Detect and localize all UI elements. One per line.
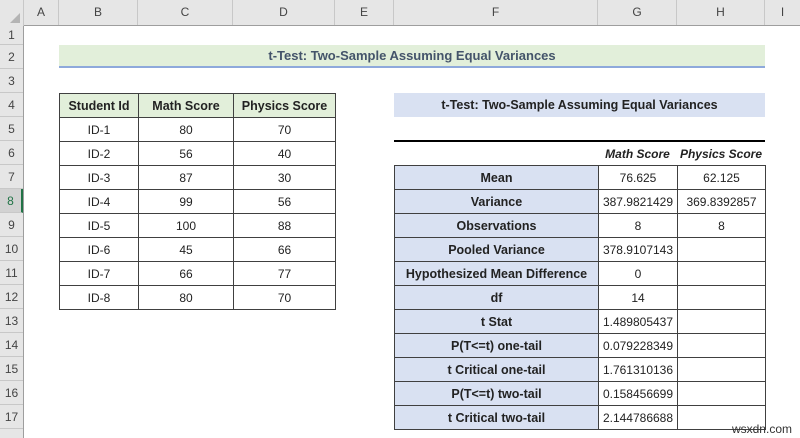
result-physics-value[interactable] [678, 286, 766, 310]
cell-math-score[interactable]: 80 [139, 118, 234, 142]
result-physics-value[interactable]: 8 [678, 214, 766, 238]
column-header-e[interactable]: E [335, 0, 394, 25]
column-header-bar [0, 0, 800, 26]
source-header-row [60, 94, 336, 118]
row-header-7[interactable]: 7 [0, 165, 23, 189]
result-label[interactable]: Variance [395, 190, 599, 214]
row-header-bar [0, 26, 24, 438]
result-label[interactable]: Observations [395, 214, 599, 238]
cell-physics-score[interactable]: 70 [234, 118, 336, 142]
row-header-3[interactable]: 3 [0, 69, 23, 93]
result-math-value[interactable]: 76.625 [599, 166, 678, 190]
result-row-t-critical-one-tail [395, 358, 766, 382]
cell-student-id[interactable]: ID-8 [60, 286, 139, 310]
result-label[interactable]: Hypothesized Mean Difference [395, 262, 599, 286]
result-math-value[interactable]: 2.144786688 [599, 406, 678, 430]
cell-student-id[interactable]: ID-6 [60, 238, 139, 262]
select-all-button[interactable] [0, 0, 24, 26]
result-physics-value[interactable] [678, 238, 766, 262]
table-row [60, 142, 336, 166]
result-math-value[interactable]: 0 [599, 262, 678, 286]
column-header-i[interactable]: I [780, 5, 785, 19]
table-row [60, 190, 336, 214]
result-label[interactable]: df [395, 286, 599, 310]
row-header-12[interactable]: 12 [0, 285, 23, 309]
result-row-mean [395, 166, 766, 190]
cell-math-score[interactable]: 56 [139, 142, 234, 166]
result-physics-value[interactable] [678, 262, 766, 286]
row-header-4[interactable]: 4 [0, 93, 23, 117]
result-header-math-score[interactable]: Math Score [605, 147, 670, 161]
row-header-15[interactable]: 15 [0, 357, 23, 381]
result-label[interactable]: Pooled Variance [395, 238, 599, 262]
cell-physics-score[interactable]: 70 [234, 286, 336, 310]
result-math-value[interactable]: 8 [599, 214, 678, 238]
row-header-6[interactable]: 6 [0, 141, 23, 165]
column-header-f[interactable]: F [394, 0, 598, 25]
result-physics-value[interactable]: 62.125 [678, 166, 766, 190]
cell-student-id[interactable]: ID-1 [60, 118, 139, 142]
cell-physics-score[interactable]: 66 [234, 238, 336, 262]
cell-math-score[interactable]: 66 [139, 262, 234, 286]
result-row-df [395, 286, 766, 310]
result-row-t-stat [395, 310, 766, 334]
row-header-1[interactable]: 1 [0, 26, 23, 45]
result-physics-value[interactable] [678, 334, 766, 358]
header-math-score[interactable]: Math Score [139, 94, 234, 118]
t-test-result-table [394, 165, 766, 430]
source-data-table [59, 93, 336, 310]
watermark: wsxdn.com [731, 422, 792, 436]
table-row [60, 262, 336, 286]
row-header-5[interactable]: 5 [0, 117, 23, 141]
result-physics-value[interactable]: 369.8392857 [678, 190, 766, 214]
result-table-title[interactable]: t-Test: Two-Sample Assuming Equal Variances [394, 93, 765, 117]
result-header-physics-score[interactable]: Physics Score [679, 147, 763, 161]
cell-math-score[interactable]: 100 [139, 214, 234, 238]
cell-math-score[interactable]: 45 [139, 238, 234, 262]
row-header-10[interactable]: 10 [0, 237, 23, 261]
cell-physics-score[interactable]: 30 [234, 166, 336, 190]
cell-student-id[interactable]: ID-2 [60, 142, 139, 166]
result-math-value[interactable]: 1.489805437 [599, 310, 678, 334]
column-header-h[interactable]: H [677, 0, 765, 25]
column-header-b[interactable]: B [59, 0, 138, 25]
result-label[interactable]: P(T<=t) one-tail [395, 334, 599, 358]
select-all-triangle-icon [10, 13, 20, 23]
table-row [60, 286, 336, 310]
result-label[interactable]: t Critical two-tail [395, 406, 599, 430]
row-header-11[interactable]: 11 [0, 261, 23, 285]
result-row-pooled-variance [395, 238, 766, 262]
result-physics-value[interactable] [678, 382, 766, 406]
cell-physics-score[interactable]: 40 [234, 142, 336, 166]
cell-student-id[interactable]: ID-4 [60, 190, 139, 214]
result-label[interactable]: t Critical one-tail [395, 358, 599, 382]
row-header-8[interactable]: 8 [0, 189, 23, 213]
result-math-value[interactable]: 14 [599, 286, 678, 310]
cell-math-score[interactable]: 80 [139, 286, 234, 310]
result-row-variance [395, 190, 766, 214]
row-header-17[interactable]: 17 [0, 405, 23, 429]
cell-student-id[interactable]: ID-3 [60, 166, 139, 190]
result-row-hypothesized-mean-difference [395, 262, 766, 286]
row-header-16[interactable]: 16 [0, 381, 23, 405]
result-math-value[interactable]: 387.9821429 [599, 190, 678, 214]
result-label[interactable]: Mean [395, 166, 599, 190]
cell-physics-score[interactable]: 56 [234, 190, 336, 214]
result-math-value[interactable]: 378.9107143 [599, 238, 678, 262]
cell-student-id[interactable]: ID-7 [60, 262, 139, 286]
result-label[interactable]: P(T<=t) two-tail [395, 382, 599, 406]
cell-student-id[interactable]: ID-5 [60, 214, 139, 238]
row-header-2[interactable]: 2 [0, 45, 23, 69]
result-row-p-two-tail [395, 382, 766, 406]
result-math-value[interactable]: 0.158456699 [599, 382, 678, 406]
table-row [60, 214, 336, 238]
cell-physics-score[interactable]: 88 [234, 214, 336, 238]
row-header-9[interactable]: 9 [0, 213, 23, 237]
column-header-g[interactable]: G [598, 0, 677, 25]
result-label[interactable]: t Stat [395, 310, 599, 334]
header-student-id[interactable]: Student Id [60, 94, 139, 118]
column-header-c[interactable]: C [138, 0, 233, 25]
result-row-observations [395, 214, 766, 238]
row-header-14[interactable]: 14 [0, 333, 23, 357]
column-header-a[interactable]: A [24, 0, 59, 25]
result-row-t-critical-two-tail [395, 406, 766, 430]
table-row [60, 238, 336, 262]
row-header-13[interactable]: 13 [0, 309, 23, 333]
result-physics-value[interactable] [678, 358, 766, 382]
title-banner[interactable]: t-Test: Two-Sample Assuming Equal Variances [59, 45, 765, 68]
table-row [60, 118, 336, 142]
header-physics-score[interactable]: Physics Score [234, 94, 336, 118]
result-row-p-one-tail [395, 334, 766, 358]
result-math-value[interactable]: 1.761310136 [599, 358, 678, 382]
column-header-d[interactable]: D [233, 0, 335, 25]
cell-math-score[interactable]: 87 [139, 166, 234, 190]
cell-math-score[interactable]: 99 [139, 190, 234, 214]
cell-physics-score[interactable]: 77 [234, 262, 336, 286]
result-physics-value[interactable] [678, 310, 766, 334]
result-math-value[interactable]: 0.079228349 [599, 334, 678, 358]
table-row [60, 166, 336, 190]
